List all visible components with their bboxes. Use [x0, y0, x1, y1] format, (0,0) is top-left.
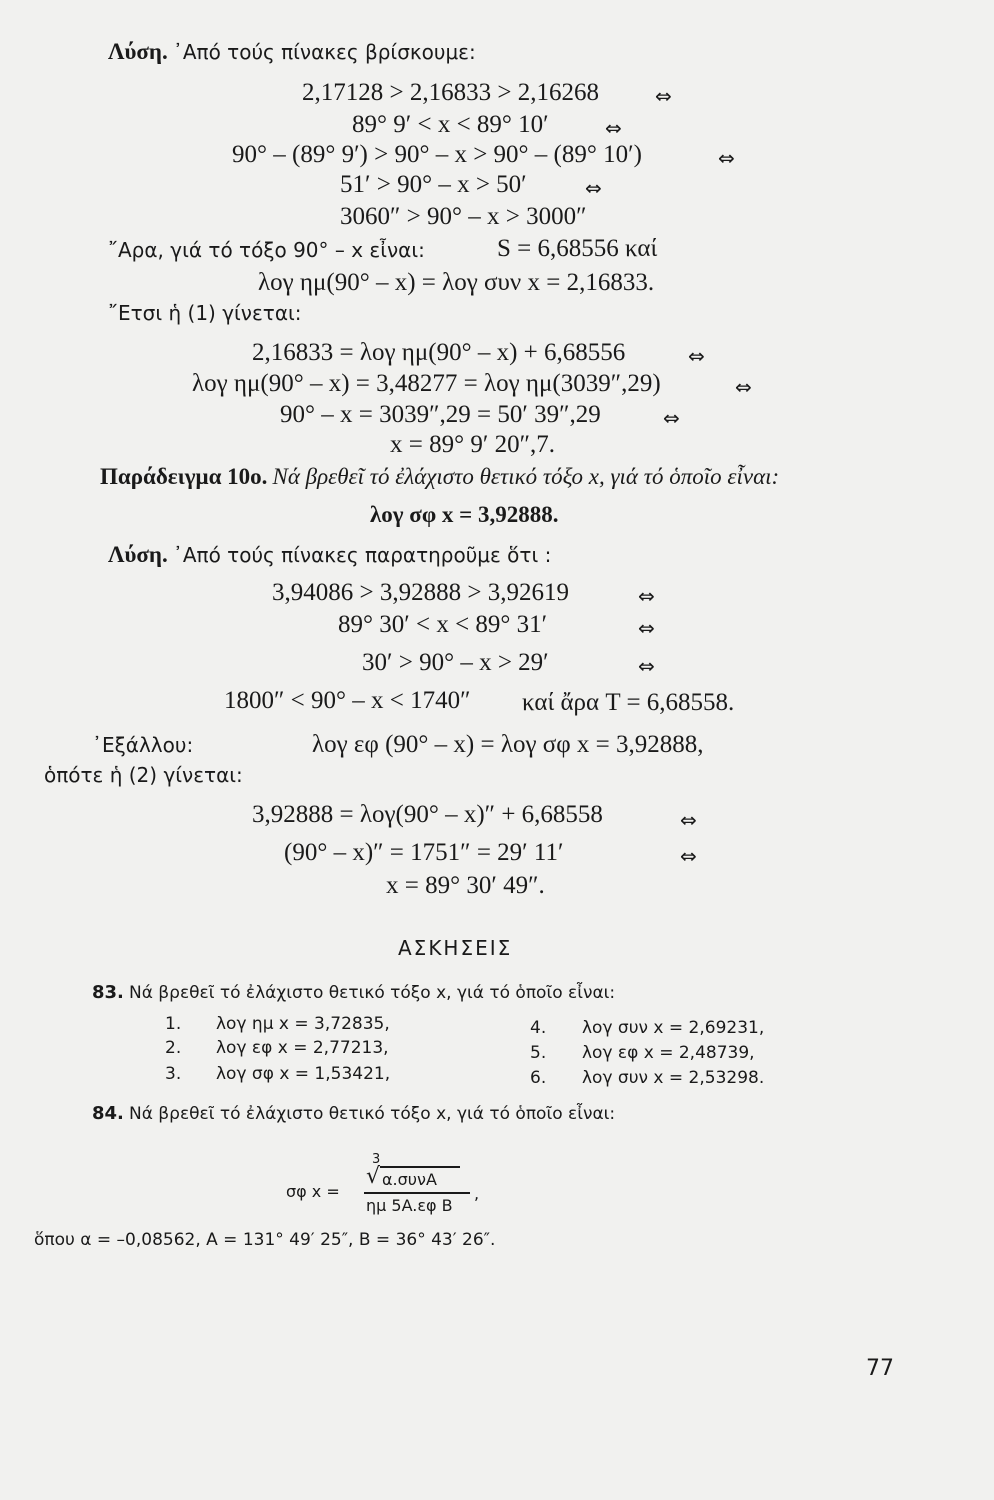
- formula-comma: ,: [474, 1184, 480, 1203]
- equation-line: 90° – x = 3039″,29 = 50′ 39″,29: [280, 401, 601, 428]
- exercise-number: 83.: [92, 982, 124, 1003]
- equation-line: 90° – (89° 9′) > 90° – x > 90° – (89° 10′): [232, 141, 642, 168]
- equation-line: λογ ημ(90° – x) = 3,48277 = λογ ημ(3039″,29): [192, 370, 661, 397]
- exercise-statement: Νά βρεθεῖ τό ἐλάχιστο θετικό τόξο x, γιά τό ὁποῖο εἶναι:: [128, 983, 616, 1003]
- exercise-number: 84.: [92, 1103, 124, 1124]
- equivalence-arrow-icon: ⇔: [638, 654, 655, 678]
- equation-line: 51′ > 90° – x > 50′: [340, 171, 527, 198]
- equation-line: 3,94086 > 3,92888 > 3,92619: [272, 579, 569, 606]
- section-title: ΑΣΚΗΣΕΙΣ: [398, 936, 513, 960]
- equation-line: 89° 9′ < x < 89° 10′: [352, 111, 549, 138]
- exercise-item: λογ συν x = 2,53298.: [582, 1068, 765, 1088]
- root-index: 3: [372, 1152, 381, 1167]
- exercise-item-number: 4.: [530, 1018, 547, 1038]
- exercise-item-number: 1.: [165, 1014, 182, 1034]
- equivalence-arrow-icon: ⇔: [605, 116, 622, 140]
- equivalence-arrow-icon: ⇔: [688, 344, 705, 368]
- equation-line: x = 89° 9′ 20″,7.: [390, 431, 555, 458]
- text-line: ῎Αρα, γιά τό τόξο 90° – x εἶναι:: [108, 238, 425, 262]
- equivalence-arrow-icon: ⇔: [680, 808, 697, 832]
- equation-line: 3060″ > 90° – x > 3000″: [340, 203, 587, 230]
- equivalence-arrow-icon: ⇔: [585, 176, 602, 200]
- text-line: ὁπότε ἡ (2) γίνεται:: [44, 763, 243, 787]
- equation-line: 89° 30′ < x < 89° 31′: [338, 611, 548, 638]
- equation-line: 30′ > 90° – x > 29′: [362, 649, 549, 676]
- equation-line: 3,92888 = λογ(90° – x)″ + 6,68558: [252, 801, 603, 828]
- exercise-condition: ὅπου α = –0,08562, A = 131° 49′ 25″, B = 36° 43′ 26″.: [34, 1230, 496, 1250]
- equivalence-arrow-icon: ⇔: [680, 844, 697, 868]
- solution-label: Λύση.: [108, 39, 168, 64]
- exercise-item-number: 5.: [530, 1043, 547, 1063]
- equation-line: 2,17128 > 2,16833 > 2,16268: [302, 79, 599, 106]
- equation-line: S = 6,68556 καί: [497, 235, 658, 262]
- equation-line: λογ ημ(90° – x) = λογ συν x = 2,16833.: [258, 269, 655, 296]
- text-line: ῎Ετσι ἡ (1) γίνεται:: [108, 301, 302, 325]
- exercise-item: λογ εφ x = 2,48739,: [582, 1043, 755, 1063]
- equation-line: x = 89° 30′ 49″.: [386, 872, 545, 899]
- text-line: ᾿Εξάλλου:: [92, 733, 194, 757]
- equivalence-arrow-icon: ⇔: [663, 406, 680, 430]
- equation-line: λογ εφ (90° – x) = λογ σφ x = 3,92888,: [312, 731, 704, 758]
- solution-label: Λύση.: [108, 542, 168, 567]
- example-equation: λογ σφ x = 3,92888.: [370, 502, 559, 527]
- example-statement: Νά βρεθεῖ τό ἐλάχιστο θετικό τόξο x, γιά τό ὁποῖο εἶναι:: [272, 464, 780, 489]
- exercise-statement: Νά βρεθεῖ τό ἐλάχιστο θετικό τόξο x, γιά τό ὁποῖο εἶναι:: [128, 1104, 616, 1124]
- exercise-item: λογ ημ x = 3,72835,: [216, 1014, 390, 1034]
- fraction-bar: [364, 1192, 470, 1194]
- formula-denominator: ημ 5A.εφ B: [366, 1196, 453, 1215]
- exercise-item-number: 6.: [530, 1068, 547, 1088]
- formula-numerator: α.συνA: [382, 1170, 437, 1189]
- equivalence-arrow-icon: ⇔: [638, 584, 655, 608]
- exercise-item-number: 2.: [165, 1038, 182, 1058]
- equation-line: (90° – x)″ = 1751″ = 29′ 11′: [284, 839, 564, 866]
- equation-line: 2,16833 = λογ ημ(90° – x) + 6,68556: [252, 339, 626, 366]
- text-line: ᾿Από τούς πίνακες βρίσκουμε:: [172, 40, 476, 64]
- exercise-item-number: 3.: [165, 1064, 182, 1084]
- root-overline: [380, 1166, 460, 1168]
- page-number: 77: [866, 1356, 894, 1381]
- exercise-item: λογ σφ x = 1,53421,: [216, 1064, 391, 1084]
- example-label: Παράδειγμα 10ο.: [100, 464, 268, 489]
- equivalence-arrow-icon: ⇔: [655, 84, 672, 108]
- equivalence-arrow-icon: ⇔: [718, 146, 735, 170]
- formula-lhs: σφ x =: [286, 1182, 340, 1201]
- equivalence-arrow-icon: ⇔: [735, 375, 752, 399]
- exercise-item: λογ συν x = 2,69231,: [582, 1018, 765, 1038]
- equivalence-arrow-icon: ⇔: [638, 616, 655, 640]
- exercise-item: λογ εφ x = 2,77213,: [216, 1038, 389, 1058]
- text-line: ᾿Από τούς πίνακες παρατηροῦμε ὅτι :: [172, 543, 552, 567]
- root-sign-icon: √: [366, 1164, 381, 1189]
- equation-line: καί ἄρα T = 6,68558.: [522, 689, 735, 716]
- equation-line: 1800″ < 90° – x < 1740″: [224, 687, 471, 714]
